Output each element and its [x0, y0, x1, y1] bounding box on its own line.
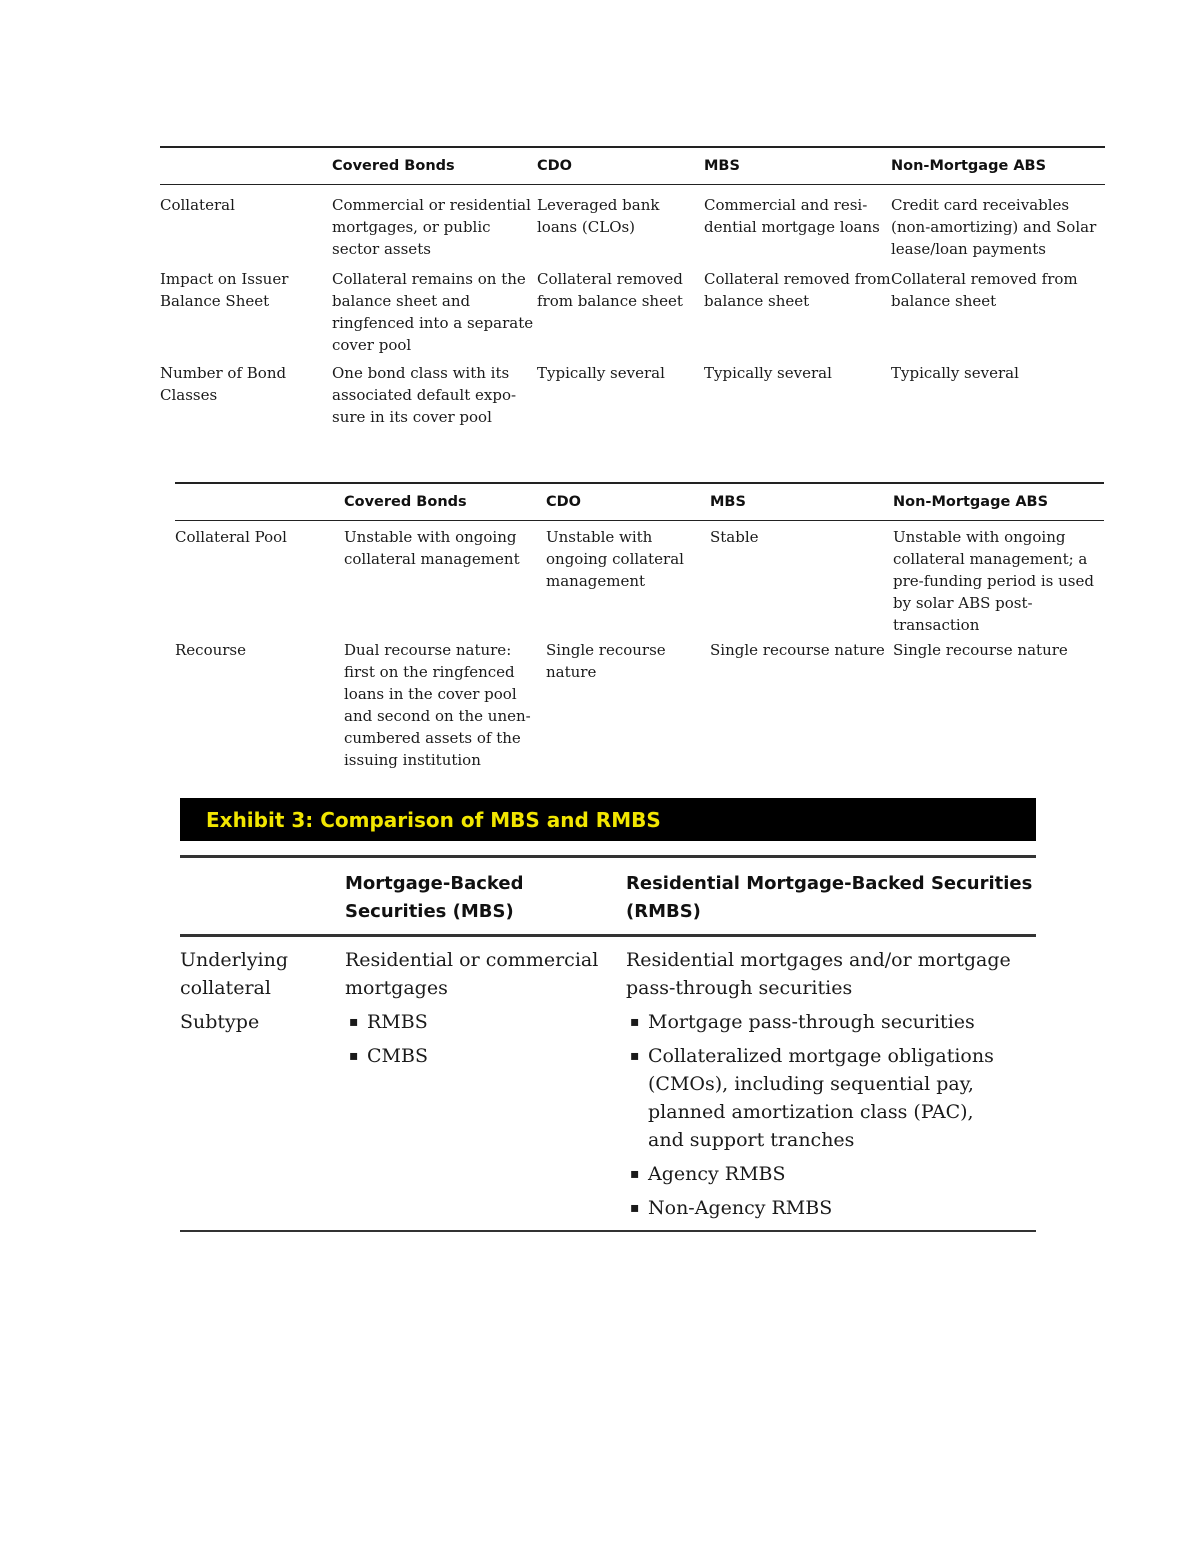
table-cell: Collateral removed from balance sheet — [891, 270, 1078, 310]
mbs-subtype-list — [345, 1008, 626, 1070]
table-row-underlying-collateral — [180, 936, 1036, 1003]
header-mbs: MBS — [710, 494, 746, 510]
comparison-table-1 — [160, 146, 1105, 428]
row-label: Collateral Pool — [175, 528, 287, 546]
table-cell: Residential or commercial mortgages — [345, 949, 599, 999]
table-cell: Commercial or residential mortgages, or public sector assets — [332, 196, 531, 258]
header-blank — [180, 857, 345, 936]
mbs-rmbs-comparison-table — [180, 855, 1036, 1232]
list-item-text: CMBS — [367, 1045, 428, 1067]
table-cell: Typically several — [537, 364, 665, 382]
row-label: Subtype — [180, 1011, 260, 1033]
list-item-text: RMBS — [367, 1011, 428, 1033]
table-cell: Unstable with ongoing collateral management — [344, 528, 520, 568]
table-cell: Single recourse nature — [710, 641, 885, 659]
header-covered-bonds: Covered Bonds — [332, 158, 455, 174]
header-non-mortgage-abs: Non-Mortgage ABS — [893, 494, 1049, 510]
table-cell: Single recourse nature — [893, 641, 1068, 659]
exhibit-title: Exhibit 3: Comparison of MBS and RMBS — [206, 807, 661, 832]
header-blank — [175, 483, 344, 521]
table-row — [175, 639, 1104, 771]
table-cell: Stable — [710, 528, 759, 546]
table-row — [160, 185, 1105, 261]
table-cell: Credit card receivables (non-amortizing) and Solar lease/loan payments — [891, 196, 1097, 258]
row-label: Collateral — [160, 196, 235, 214]
bullet-icon: ▪ — [630, 1200, 640, 1216]
header-covered-bonds: Covered Bonds — [344, 494, 467, 510]
table-header-row — [175, 483, 1104, 521]
table-cell — [345, 1002, 626, 1231]
list-item-text: Mortgage pass-through securities — [648, 1011, 975, 1033]
table-cell: Dual recourse nature: first on the ringfenced loans in the cover pool and second on the unencumbered assets of the issuing institution — [344, 641, 531, 769]
table-cell: Collateral removed from balance sheet — [704, 270, 891, 310]
header-rmbs: Residential Mortgage-Backed Securities (RMBS) — [626, 873, 1033, 922]
table-cell: Unstable with ongoing collateral management — [546, 528, 684, 590]
list-item — [626, 1042, 1036, 1154]
list-item — [345, 1042, 626, 1070]
table-cell: Single recourse nature — [546, 641, 666, 681]
row-label: Number of Bond Classes — [160, 364, 287, 404]
list-item-text: Collateralized mortgage obligations (CMOs), including sequential pay, planned amortization class (PAC), and support tranches — [648, 1045, 994, 1151]
table-cell — [626, 1002, 1036, 1231]
table-header-row — [180, 857, 1036, 936]
header-cdo: CDO — [537, 158, 573, 174]
bullet-icon: ▪ — [349, 1014, 359, 1030]
list-item — [626, 1008, 1036, 1036]
list-item — [345, 1008, 626, 1036]
row-label: Impact on Issuer Balance Sheet — [160, 270, 289, 310]
rmbs-subtype-list — [626, 1008, 1036, 1222]
list-item-text: Non-Agency RMBS — [648, 1197, 833, 1219]
table-cell: Commercial and residential mortgage loans — [704, 196, 880, 236]
row-label: Recourse — [175, 641, 247, 659]
table-cell: Leveraged bank loans (CLOs) — [537, 196, 660, 236]
exhibit-banner — [180, 798, 1036, 841]
table-header-row — [160, 147, 1105, 185]
bullet-icon: ▪ — [630, 1048, 640, 1064]
table-cell: Residential mortgages and/or mortgage pass-through securities — [626, 949, 1011, 999]
list-item — [626, 1160, 1036, 1188]
comparison-table-2 — [175, 482, 1104, 771]
list-item — [626, 1194, 1036, 1222]
table-cell: One bond class with its associated default exposure in its cover pool — [332, 364, 517, 426]
bullet-icon: ▪ — [630, 1166, 640, 1182]
header-blank — [160, 147, 332, 185]
table-row — [175, 521, 1104, 640]
bullet-icon: ▪ — [349, 1048, 359, 1064]
table-cell: Collateral removed from balance sheet — [537, 270, 683, 310]
row-label: Underlying collateral — [180, 949, 289, 999]
header-mbs: Mortgage-Backed Securities (MBS) — [345, 873, 524, 922]
header-cdo: CDO — [546, 494, 582, 510]
header-non-mortgage-abs: Non-Mortgage ABS — [891, 158, 1047, 174]
list-item-text: Agency RMBS — [648, 1163, 786, 1185]
table-cell: Unstable with ongoing collateral management; a pre-funding period is used by solar ABS post-transaction — [893, 528, 1094, 634]
table-row — [160, 260, 1105, 356]
header-mbs: MBS — [704, 158, 740, 174]
table-cell: Collateral remains on the balance sheet and ringfenced into a separate cover pool — [332, 270, 534, 354]
table-cell: Typically several — [891, 364, 1019, 382]
bullet-icon: ▪ — [630, 1014, 640, 1030]
table-row-subtype — [180, 1002, 1036, 1231]
table-row — [160, 356, 1105, 428]
table-cell: Typically several — [704, 364, 832, 382]
